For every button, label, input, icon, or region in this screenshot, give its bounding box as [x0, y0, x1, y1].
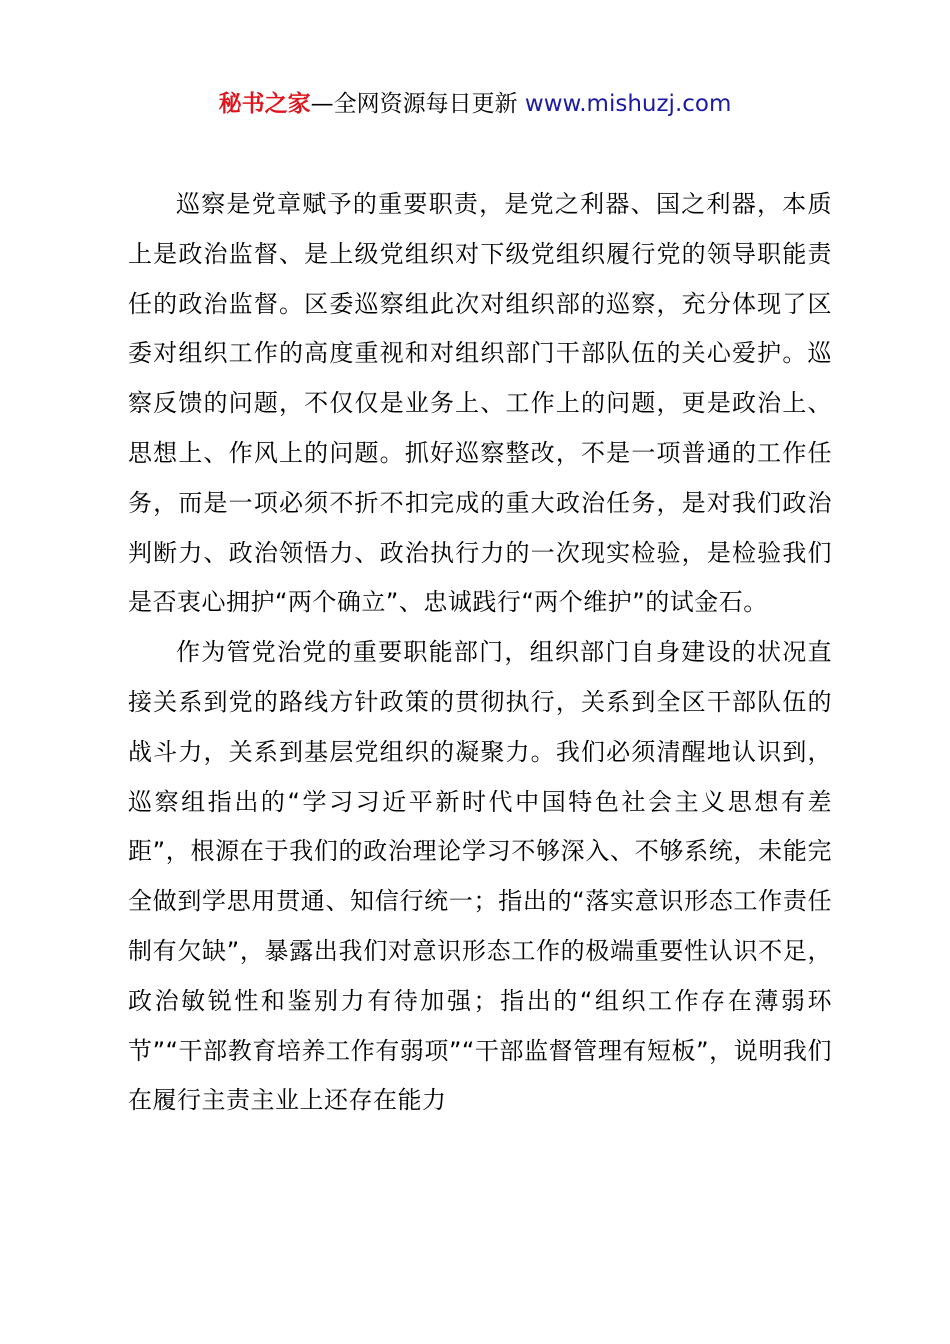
- paragraph-1: 巡察是党章赋予的重要职责，是党之利器、国之利器，本质上是政治监督、是上级党组织对下级党组织履行党的领导职能责任的政治监督。区委巡察组此次对组织部的巡察，充分体现了区委对组织工作的高度重视和对组织部门干部队伍的关心爱护。巡察反馈的问题，不仅仅是业务上、工作上的问题，更是政治上、思想上、作风上的问题。抓好巡察整改，不是一项普通的工作任务，而是一项必须不折不扣完成的重大政治任务，是对我们政治判断力、政治领悟力、政治执行力的一次现实检验，是检验我们是否衷心拥护“两个确立”、忠诚践行“两个维护”的试金石。: [128, 190, 832, 617]
- brand-name: 秘书之家: [218, 91, 311, 117]
- header-tagline: —全网资源每日更新: [310, 91, 518, 117]
- page-header: [0, 86, 950, 122]
- document-body: [128, 180, 832, 1126]
- site-url-link[interactable]: www.mishuzj.com: [524, 91, 732, 117]
- paragraph-2: 作为管党治党的重要职能部门，组织部门自身建设的状况直接关系到党的路线方针政策的贯彻执行，关系到全区干部队伍的战斗力，关系到基层党组织的凝聚力。我们必须清醒地认识到，巡察组指出的“学习习近平新时代中国特色社会主义思想有差距”，根源在于我们的政治理论学习不够深入、不够系统，未能完全做到学思用贯通、知信行统一；指出的“落实意识形态工作责任制有欠缺”，暴露出我们对意识形态工作的极端重要性认识不足，政治敏锐性和鉴别力有待加强；指出的“组织工作存在薄弱环节”“干部教育培养工作有弱项”“干部监督管理有短板”，说明我们在履行主责主业上还存在能力: [128, 638, 832, 1115]
